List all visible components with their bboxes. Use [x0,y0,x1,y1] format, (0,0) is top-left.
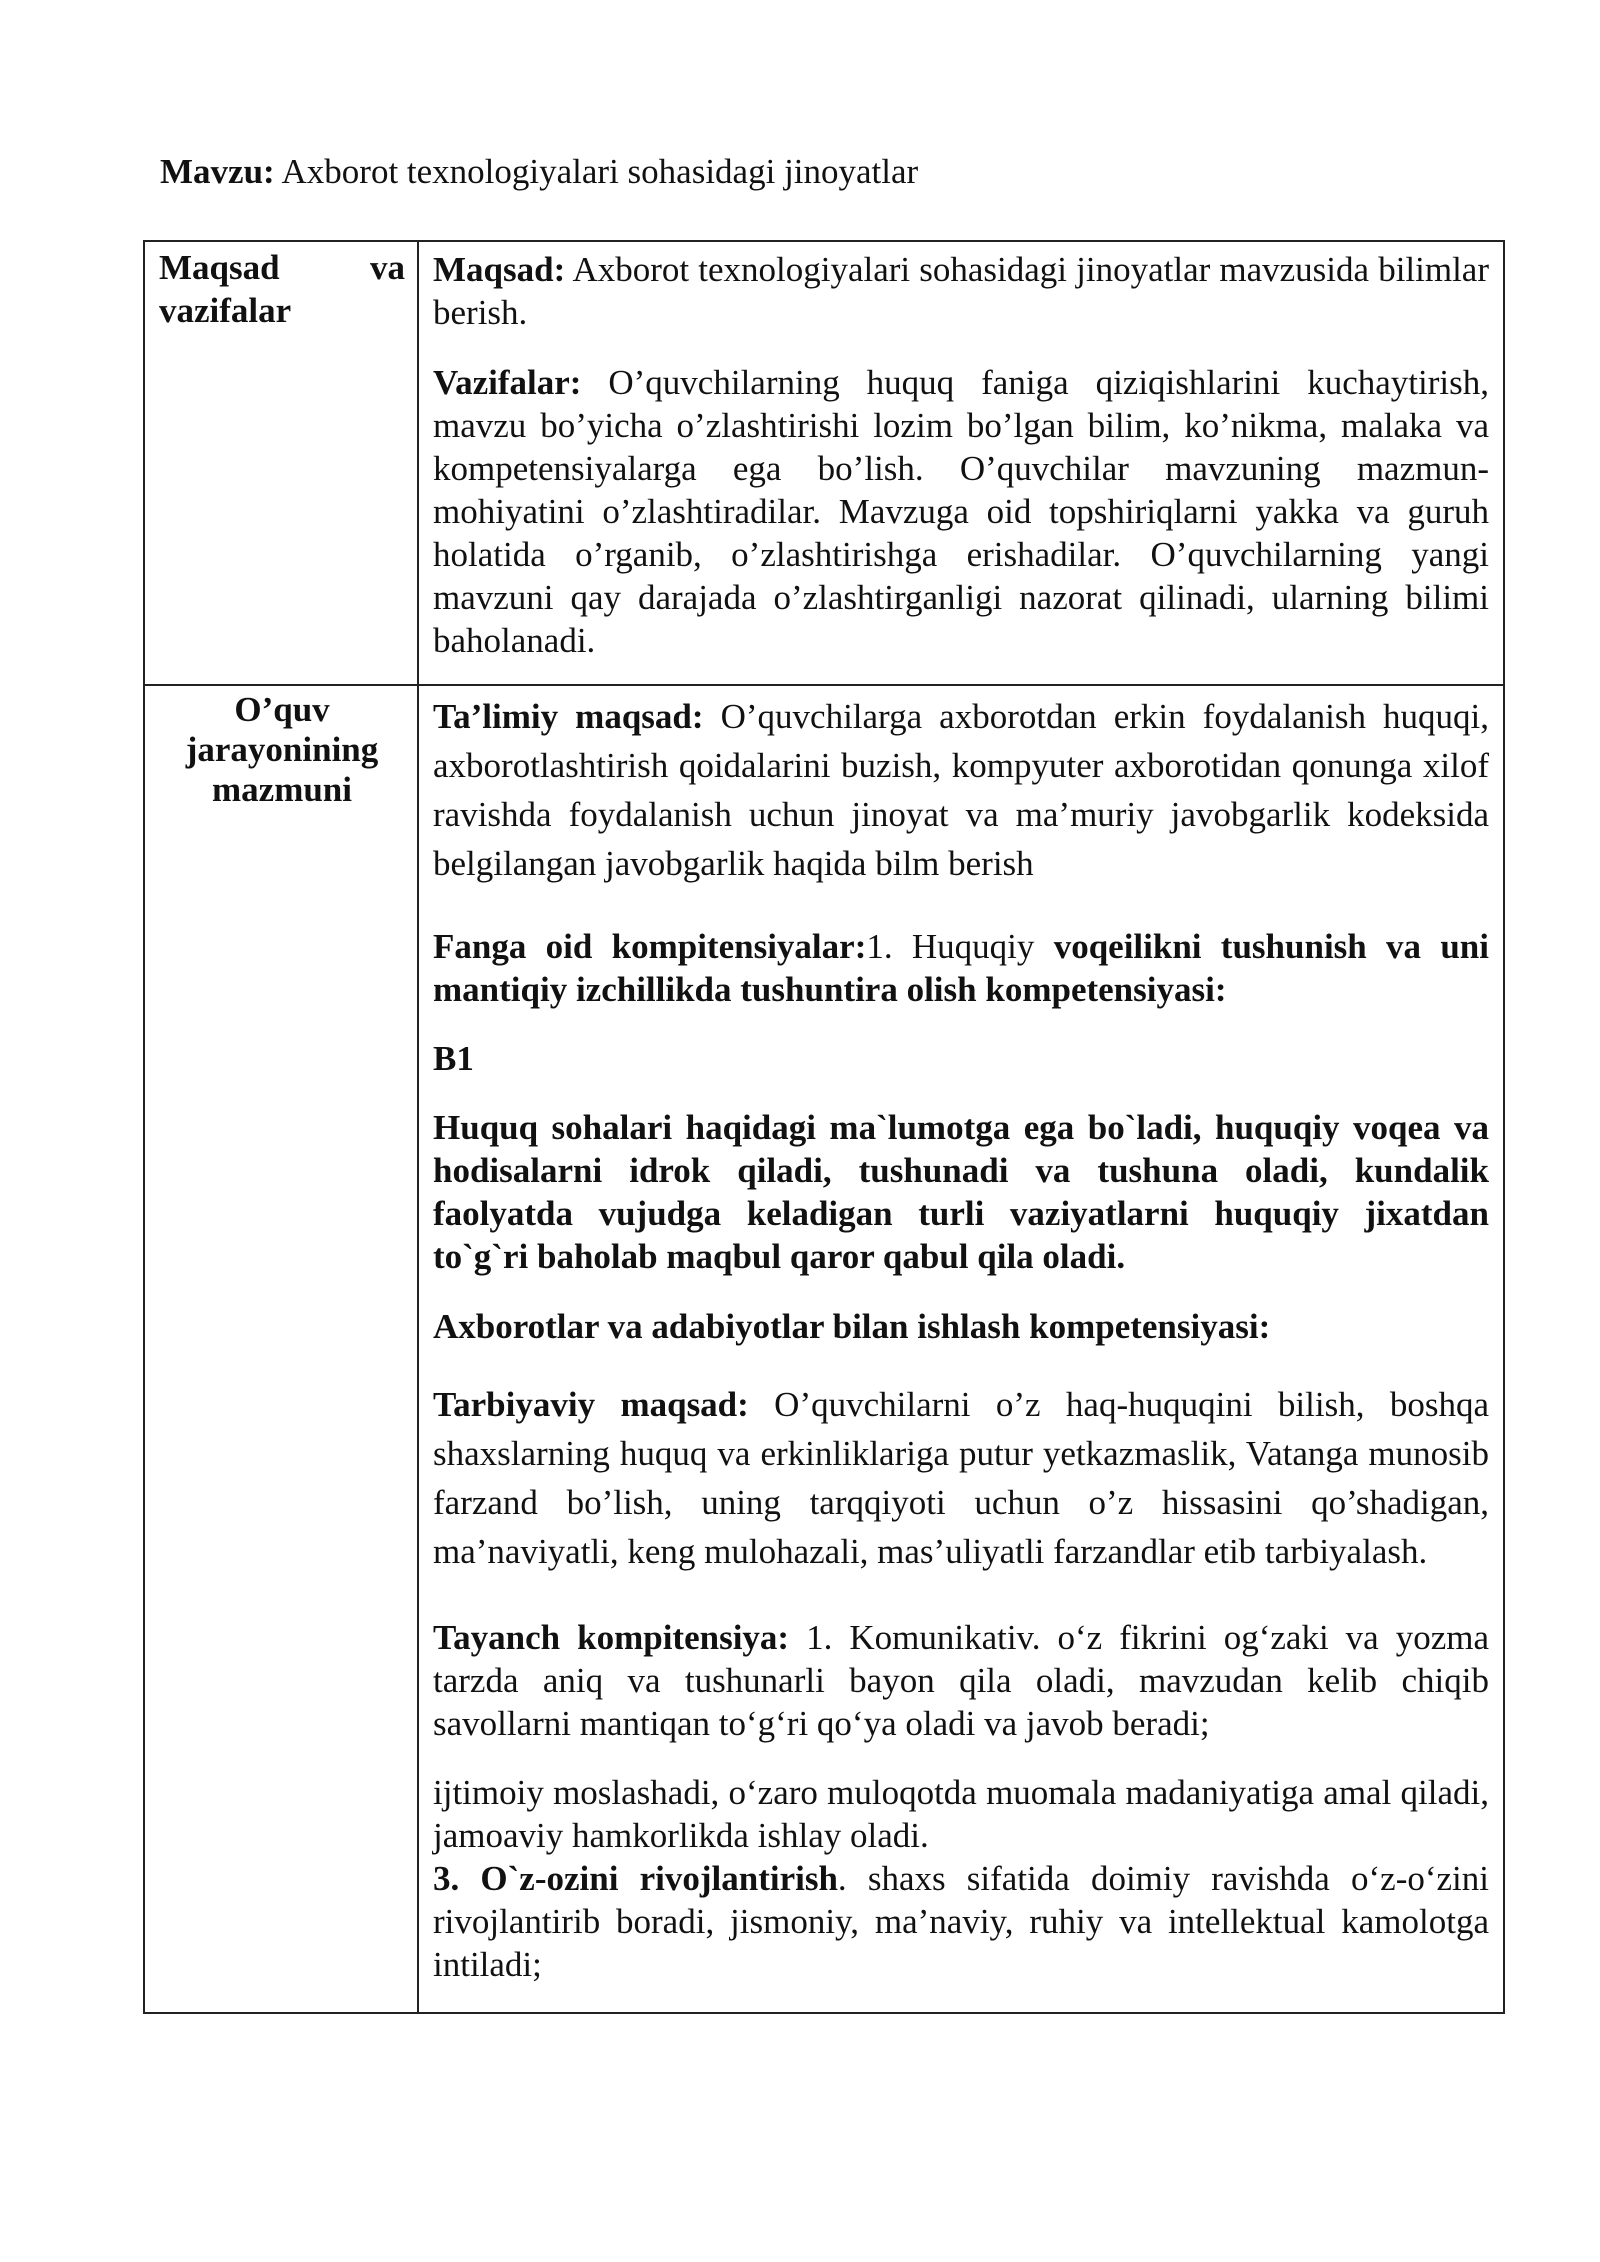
lesson-plan-table [143,240,1505,2014]
tayanch-text: 1. Komunikativ. o‘z fikrini og‘zaki va yozma tarzda aniq va tushunarli bayon qila oladi, mavzudan kelib chiqib savollarni mantiqan to‘g‘ri qo‘ya oladi va javob beradi; [433,1618,1490,1743]
row-label-goals [144,241,418,685]
talimiy-paragraph [433,692,1489,888]
tayanch-label: Tayanch kompitensiya: [433,1618,790,1657]
vazifalar-text: O’quvchilarning huquq faniga qiziqishlarini kuchaytirish, mavzu bo’yicha o’zlashtirishi lozim bo’lgan bilim, ko’nikma, malaka va kompetensiyalarga ega bo’lish. O’quvchilar mavzuning mazmun-mohiyatini o’zlashtiradilar. Mavzuga oid topshiriqlarni yakka va guruh holatida o’rganib, o’zlashtirishga erishadilar. O’quvchilarning yangi mavzuni qay darajada o’zlashtirganligi nazorat qilinadi, ularning bilimi baholanadi. [433,363,1489,660]
label-line-oquv: O’quv [234,690,330,729]
topic-line [160,150,918,194]
fanga-paragraph [433,925,1489,1011]
row-content-goals [418,241,1504,685]
fanga-number: 1. Huquqiy [866,927,1054,966]
huquq-paragraph: Huquq sohalari haqidagi ma`lumotga ega bo`ladi, huquqiy voqea va hodisalarni idrok qiladi, tushunadi va tushuna oladi, kundalik faolyatda vujudga keladigan turli vaziyatlarni huquqiy jixatdan to`g`ri baholab maqbul qaror qabul qila oladi. [433,1108,1489,1276]
axborot-paragraph: Axborotlar va adabiyotlar bilan ishlash kompetensiyasi: [433,1307,1271,1346]
label-word-maqsad: Maqsad [159,248,280,287]
row-content-process [418,685,1504,2013]
label-word-vazifalar: vazifalar [159,291,292,330]
label-line-jarayonining: jarayonining [185,730,379,769]
row-label-content [144,685,418,2013]
vazifalar-paragraph [433,361,1489,662]
tayanch-paragraph [433,1616,1489,1745]
fanga-bold-text: voqeilikni tushunish va uni mantiqiy izchillikda tushuntira olish kompetensiyasi: [433,927,1489,1009]
topic-label: Mavzu: [160,152,275,191]
ozini-label: 3. O`z-ozini rivojlantirish [433,1859,838,1898]
ozini-paragraph [433,1857,1489,1986]
label-word-va: va [370,248,405,287]
b1-label [433,1037,1489,1080]
table-row-goals [144,241,1504,685]
talimiy-text: O’quvchilarga axborotdan erkin foydalanish huquqi, axborotlashtirish qoidalarini buzish, kompyuter axborotidan qonunga xilof ravishda foydalanish uchun jinoyat va ma’muriy javobgarlik kodeksida belgilangan javobgarlik haqida bilm berish [433,697,1489,883]
row-label-goals-line1 [159,246,405,289]
maqsad-text: Axborot texnologiyalari sohasidagi jinoyatlar mavzusida bilimlar berish. [433,250,1489,332]
topic-text: Axborot texnologiyalari sohasidagi jinoyatlar [274,152,919,191]
talimiy-label: Ta’limiy maqsad: [433,697,704,736]
tarbiyaviy-paragraph [433,1380,1489,1576]
label-line-mazmuni: mazmuni [212,770,352,809]
ozini-text: . shaxs sifatida doimiy ravishda o‘z-o‘zini rivojlantirib boradi, jismoniy, ma’naviy, ruhiy va intellektual kamolotga intiladi; [433,1859,1489,1984]
maqsad-label: Maqsad: [433,250,566,289]
b1-text: B1 [433,1039,474,1078]
fanga-label: Fanga oid kompitensiyalar: [433,927,867,966]
tarbiyaviy-label: Tarbiyaviy maqsad: [433,1385,749,1424]
vazifalar-label: Vazifalar: [433,363,582,402]
ijtimoiy-paragraph: ijtimoiy moslashadi, o‘zaro muloqotda muomala madaniyatiga amal qiladi, jamoaviy hamkorlikda ishlay oladi. [433,1773,1489,1855]
maqsad-paragraph [433,248,1489,334]
tarbiyaviy-text: O’quvchilarni o’z haq-huquqini bilish, boshqa shaxslarning huquq va erkinliklariga putur yetkazmaslik, Vatanga munosib farzand bo’lish, uning tarqqiyoti uchun o’z hissasini qo’shadigan, ma’naviyatli, keng mulohazali, mas’uliyatli farzandlar etib tarbiyalash. [433,1385,1489,1571]
table-row-content [144,685,1504,2013]
